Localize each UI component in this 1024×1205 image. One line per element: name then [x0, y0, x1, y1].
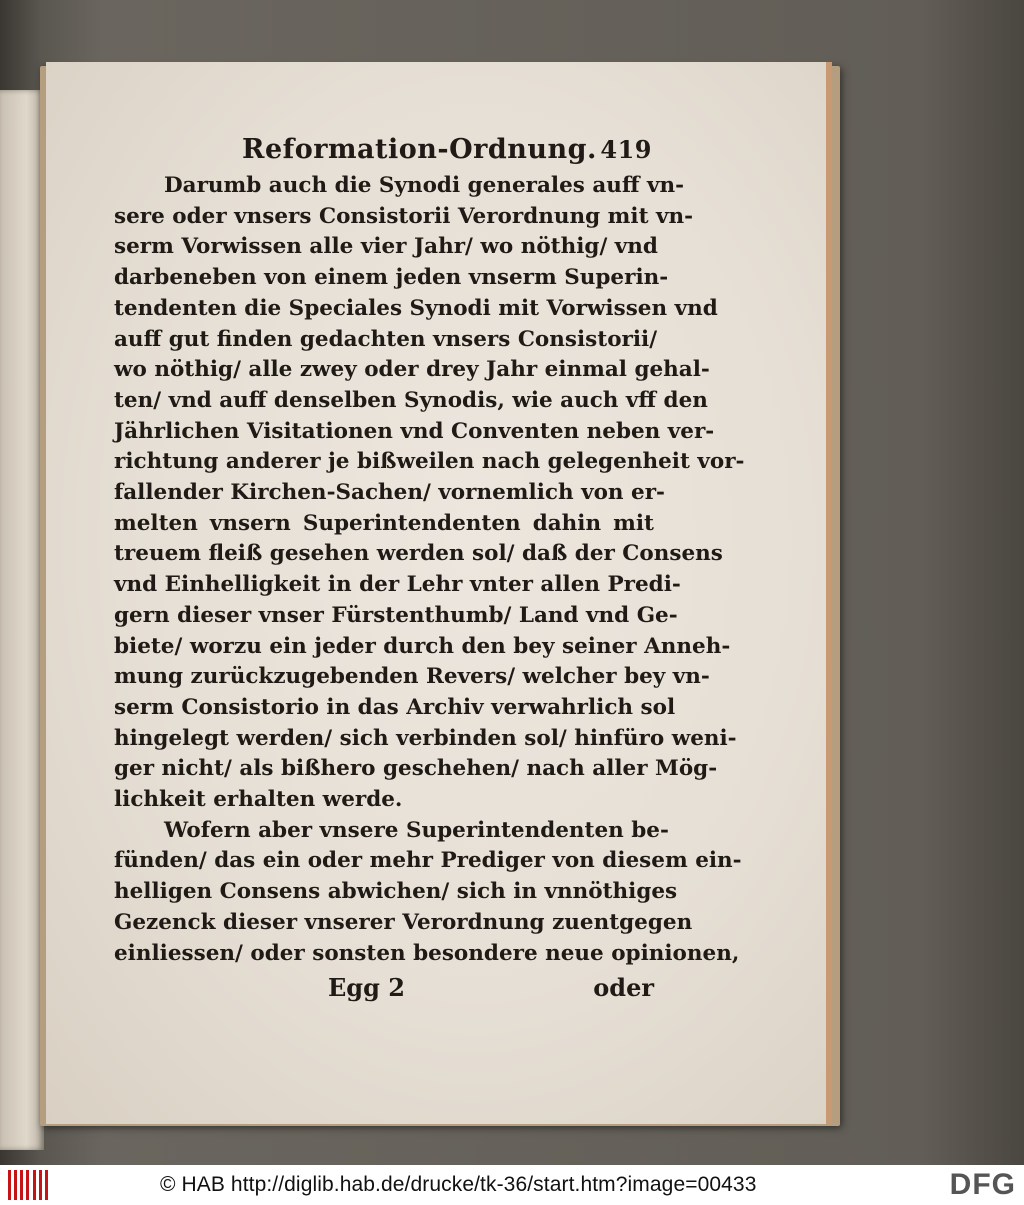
catchword: oder — [593, 973, 654, 1003]
text-line: sere oder vnsers Consistorii Verordnung mit vn- — [114, 203, 694, 229]
text-line: fünden/ das ein oder mehr Prediger von diesem ein- — [114, 848, 742, 874]
text-line: Gezenck dieser vnserer Verordnung zuentgegen — [114, 909, 693, 935]
text-line: Wofern aber vnsere Superintendenten be- — [164, 817, 669, 843]
running-head: Reformation-Ordnung. — [242, 134, 597, 165]
text-line: fallender Kirchen-Sachen/ vornemlich von er- — [114, 480, 665, 506]
page-footer — [114, 973, 654, 1009]
text-line: einliessen/ oder sonsten besondere neue opinionen, — [114, 940, 740, 966]
page-header — [242, 134, 654, 165]
text-line: richtung anderer je bißweilen nach gelegenheit vor- — [114, 449, 745, 475]
paragraph-2 — [114, 816, 742, 970]
attribution-bar — [0, 1165, 1024, 1205]
text-line: vnd Einhelligkeit in der Lehr vnter allen Predi- — [114, 572, 681, 598]
text-line: serm Vorwissen alle vier Jahr/ wo nöthig/ vnd — [114, 234, 658, 260]
signature-mark: Egg 2 — [328, 973, 405, 1003]
text-line: Darumb auch die Synodi generales auff vn- — [164, 173, 685, 198]
text-line: mung zurückzugebenden Revers/ welcher bey vn- — [114, 664, 710, 690]
text-line: auff gut finden gedachten vnsers Consistorii/ — [114, 326, 658, 352]
text-line: tendenten die Speciales Synodi mit Vorwissen vnd — [114, 295, 718, 321]
attribution-link[interactable]: © HAB http://diglib.hab.de/drucke/tk-36/start.htm?image=00433 — [160, 1173, 757, 1196]
text-line: melten vnsern Superintendenten dahin mit — [114, 510, 654, 536]
text-line: wo nöthig/ alle zwey oder drey Jahr einmal gehal- — [114, 357, 710, 383]
text-line: ten/ vnd auff denselben Synodis, wie auch vff den — [114, 387, 708, 413]
text-line: biete/ worzu ein jeder durch den bey seiner Anneh- — [114, 633, 731, 659]
page-number: 419 — [600, 135, 652, 164]
page-text-block — [114, 134, 745, 1009]
text-line: Jährlichen Visitationen vnd Conventen neben ver- — [114, 418, 715, 444]
text-line: gern dieser vnser Fürstenthumb/ Land vnd Ge- — [114, 602, 678, 628]
previous-page-edge — [0, 90, 44, 1150]
text-line: helligen Consens abwichen/ sich in vnnöthiges — [114, 879, 678, 905]
dfg-logo: DFG — [949, 1168, 1016, 1201]
hab-library-logo-icon — [8, 1170, 48, 1200]
text-line: serm Consistorio in das Archiv verwahrlich sol — [114, 694, 676, 720]
text-line: lichkeit erhalten werde. — [114, 787, 403, 813]
text-line: ger nicht/ als bißhero geschehen/ nach aller Mög- — [114, 756, 718, 782]
text-line: darbeneben von einem jeden vnserm Superin- — [114, 265, 669, 291]
text-line: treuem fleiß gesehen werden sol/ daß der Consens — [114, 541, 723, 567]
text-line: hingelegt werden/ sich verbinden sol/ hinfüro weni- — [114, 725, 737, 751]
paragraph-1 — [114, 171, 745, 816]
